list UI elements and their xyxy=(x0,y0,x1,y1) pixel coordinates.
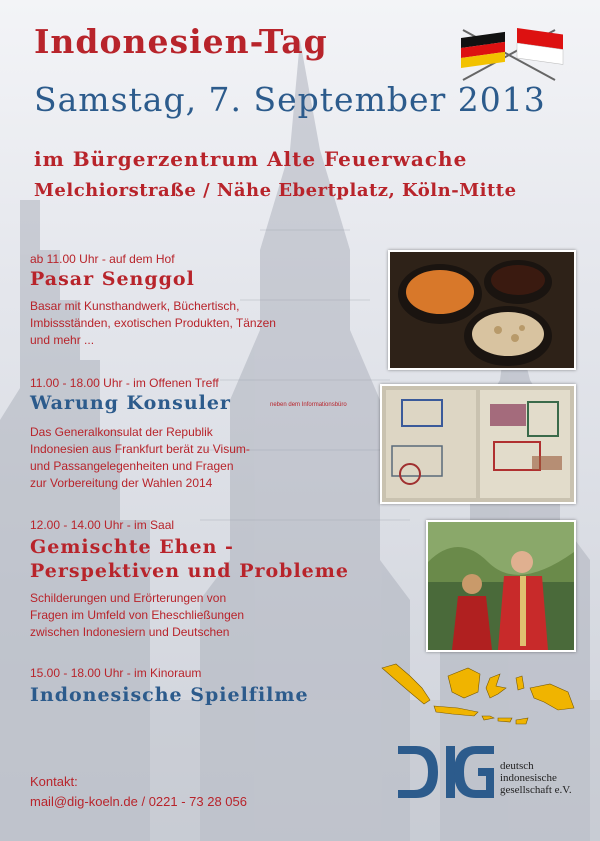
event-time-3: 12.00 - 14.00 Uhr - im Saal xyxy=(30,518,175,532)
couple-photo xyxy=(426,520,576,652)
venue: im Bürgerzentrum Alte Feuerwache xyxy=(34,147,468,171)
event-time-4: 15.00 - 18.00 Uhr - im Kinoraum xyxy=(30,666,202,680)
contact-line[interactable]: mail@dig-koeln.de / 0221 - 73 28 056 xyxy=(30,794,248,809)
event-time-1: ab 11.00 Uhr - auf dem Hof xyxy=(30,252,175,266)
indonesia-map-icon xyxy=(378,658,578,734)
food-photo xyxy=(388,250,576,370)
event-date: Samstag, 7. September 2013 xyxy=(34,80,546,119)
dig-logo-mark-icon xyxy=(392,740,498,804)
event-desc-2: Das Generalkonsulat der Republik Indonesien aus Frankfurt berät zu Visum- und Passangelegenheiten und Fragen zur Vorbereitung der Wahlen 2014 xyxy=(30,425,250,490)
flags-icon xyxy=(455,26,570,84)
event-title: Indonesien-Tag xyxy=(34,22,328,61)
dig-logo xyxy=(392,740,592,810)
event-title-3: Gemischte Ehen - xyxy=(30,536,234,558)
event-title-2: Warung Konsuler xyxy=(30,392,231,414)
event-title-4: Indonesische Spielfilme xyxy=(30,684,309,706)
event-desc-3: Schilderungen und Erörterungen von Fragen im Umfeld von Eheschließungen zwischen Indonesiern und Deutschen xyxy=(30,591,245,639)
contact-label: Kontakt: xyxy=(30,774,78,789)
dig-logo-text: deutsch indonesische gesellschaft e.V. xyxy=(500,760,572,796)
event-note-2: neben dem Informationsbüro xyxy=(270,402,347,408)
event-desc-1: Basar mit Kunsthandwerk, Büchertisch, Imbissständen, exotischen Produkten, Tänzen und mehr ... xyxy=(30,299,276,347)
event-title-3b: Perspektiven und Probleme xyxy=(30,560,349,582)
event-time-2: 11.00 - 18.00 Uhr - im Offenen Treff xyxy=(30,376,219,390)
event-title-1: Pasar Senggol xyxy=(30,268,195,290)
address: Melchiorstraße / Nähe Ebertplatz, Köln-Mitte xyxy=(34,180,517,201)
contact-block xyxy=(30,772,247,812)
passport-photo xyxy=(380,384,576,504)
